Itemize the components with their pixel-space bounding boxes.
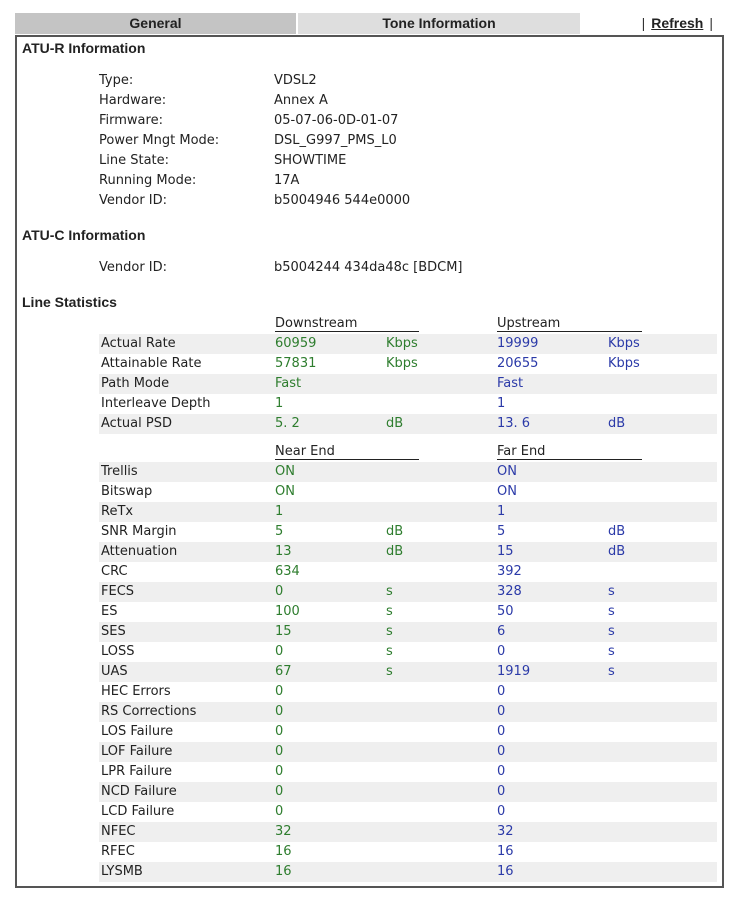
stat-value-right: Fast bbox=[497, 376, 524, 391]
tab-general[interactable]: General bbox=[15, 13, 296, 34]
stat-value-right: 0 bbox=[497, 684, 506, 699]
stat-value-right: 20655 bbox=[497, 356, 539, 371]
stat-label: Actual PSD bbox=[101, 416, 172, 431]
stat-row bbox=[99, 662, 717, 682]
stat-value-right: 13. 6 bbox=[497, 416, 531, 431]
stat-unit-left: dB bbox=[386, 544, 404, 559]
tab-bar bbox=[15, 13, 723, 35]
info-value: 05-07-06-0D-01-07 bbox=[274, 113, 399, 128]
stat-unit-right: s bbox=[608, 584, 615, 599]
stat-label: RFEC bbox=[101, 844, 135, 859]
stat-unit-right: dB bbox=[608, 544, 626, 559]
stat-value-left: 5 bbox=[275, 524, 284, 539]
stat-value-right: 32 bbox=[497, 824, 514, 839]
atur-section-title: ATU-R Information bbox=[22, 40, 146, 56]
stat-row bbox=[99, 522, 717, 542]
stat-label: Attainable Rate bbox=[101, 356, 202, 371]
stat-label: LOSS bbox=[101, 644, 135, 659]
stat-value-left: 634 bbox=[275, 564, 300, 579]
stat-value-left: 1 bbox=[275, 504, 284, 519]
stat-row bbox=[99, 482, 717, 502]
stat-label: Trellis bbox=[101, 464, 138, 479]
stat-row bbox=[99, 622, 717, 642]
atur-info-row bbox=[17, 191, 722, 211]
stat-row bbox=[99, 502, 717, 522]
stat-value-right: 19999 bbox=[497, 336, 539, 351]
stat-unit-left: dB bbox=[386, 416, 404, 431]
info-label: Type: bbox=[99, 73, 134, 88]
info-label: Vendor ID: bbox=[99, 260, 168, 275]
stat-value-right: 0 bbox=[497, 784, 506, 799]
stat-label: Bitswap bbox=[101, 484, 153, 499]
stat-row bbox=[99, 582, 717, 602]
stat-row bbox=[99, 602, 717, 622]
stat-value-left: Fast bbox=[275, 376, 302, 391]
stat-value-right: 6 bbox=[497, 624, 506, 639]
stat-unit-left: Kbps bbox=[386, 356, 418, 371]
stat-value-left: 0 bbox=[275, 704, 284, 719]
stat-unit-left: s bbox=[386, 624, 393, 639]
info-label: Power Mngt Mode: bbox=[99, 133, 220, 148]
stat-label: Attenuation bbox=[101, 544, 178, 559]
stat-value-left: 0 bbox=[275, 584, 284, 599]
info-label: Firmware: bbox=[99, 113, 163, 128]
stat-unit-right: Kbps bbox=[608, 336, 640, 351]
info-value: b5004244 434da48c [BDCM] bbox=[274, 260, 463, 275]
stat-label: SES bbox=[101, 624, 126, 639]
stat-value-left: 32 bbox=[275, 824, 292, 839]
stat-value-right: 0 bbox=[497, 724, 506, 739]
stat-label: HEC Errors bbox=[101, 684, 171, 699]
info-value: DSL_G997_PMS_L0 bbox=[274, 133, 397, 148]
stat-value-right: 1 bbox=[497, 504, 506, 519]
stat-value-right: ON bbox=[497, 464, 517, 479]
stat-row bbox=[99, 642, 717, 662]
stat-value-left: 100 bbox=[275, 604, 300, 619]
stat-value-right: 1919 bbox=[497, 664, 531, 679]
info-value: 17A bbox=[274, 173, 300, 188]
info-label: Vendor ID: bbox=[99, 193, 168, 208]
stream-header bbox=[17, 316, 722, 332]
stat-row bbox=[99, 822, 717, 842]
stat-value-right: 15 bbox=[497, 544, 514, 559]
stat-label: UAS bbox=[101, 664, 128, 679]
atur-info-row bbox=[17, 171, 722, 191]
stat-value-left: 15 bbox=[275, 624, 292, 639]
separator: | bbox=[641, 15, 646, 31]
stat-value-left: 1 bbox=[275, 396, 284, 411]
stat-row bbox=[99, 562, 717, 582]
stat-row bbox=[99, 762, 717, 782]
stat-unit-left: dB bbox=[386, 524, 404, 539]
stat-row bbox=[99, 462, 717, 482]
stat-value-left: 5. 2 bbox=[275, 416, 300, 431]
atur-info-row bbox=[17, 131, 722, 151]
stat-unit-left: s bbox=[386, 644, 393, 659]
info-value: SHOWTIME bbox=[274, 153, 347, 168]
stat-value-left: 16 bbox=[275, 844, 292, 859]
stat-value-right: 50 bbox=[497, 604, 514, 619]
info-value: b5004946 544e0000 bbox=[274, 193, 411, 208]
stat-value-right: 0 bbox=[497, 704, 506, 719]
stat-unit-right: s bbox=[608, 604, 615, 619]
stat-label: FECS bbox=[101, 584, 135, 599]
stat-value-left: 0 bbox=[275, 724, 284, 739]
stat-value-right: 328 bbox=[497, 584, 522, 599]
stat-value-right: 0 bbox=[497, 804, 506, 819]
info-value: Annex A bbox=[274, 93, 328, 108]
stat-row bbox=[99, 334, 717, 354]
stat-row bbox=[99, 842, 717, 862]
stat-value-left: 60959 bbox=[275, 336, 317, 351]
line-statistics-title: Line Statistics bbox=[22, 294, 117, 310]
downstream-header: Downstream bbox=[275, 316, 419, 332]
info-label: Running Mode: bbox=[99, 173, 197, 188]
info-label: Line State: bbox=[99, 153, 170, 168]
stat-row bbox=[99, 722, 717, 742]
stat-value-right: 392 bbox=[497, 564, 522, 579]
atur-info-row bbox=[17, 151, 722, 171]
info-value: VDSL2 bbox=[274, 73, 317, 88]
stat-row bbox=[99, 542, 717, 562]
stat-value-right: 0 bbox=[497, 764, 506, 779]
stat-value-left: 0 bbox=[275, 684, 284, 699]
stat-value-left: 67 bbox=[275, 664, 292, 679]
near-end-header: Near End bbox=[275, 444, 419, 460]
stat-label: ES bbox=[101, 604, 118, 619]
stat-unit-right: s bbox=[608, 624, 615, 639]
stat-label: NCD Failure bbox=[101, 784, 177, 799]
stat-unit-right: s bbox=[608, 664, 615, 679]
stat-value-left: ON bbox=[275, 464, 295, 479]
stat-value-right: 0 bbox=[497, 644, 506, 659]
stat-label: SNR Margin bbox=[101, 524, 177, 539]
stat-value-right: 5 bbox=[497, 524, 506, 539]
stat-value-right: 16 bbox=[497, 844, 514, 859]
stat-label: ReTx bbox=[101, 504, 134, 519]
stat-label: LOS Failure bbox=[101, 724, 174, 739]
stat-value-right: 1 bbox=[497, 396, 506, 411]
stat-value-left: 13 bbox=[275, 544, 292, 559]
stat-value-right: ON bbox=[497, 484, 517, 499]
stat-label: LPR Failure bbox=[101, 764, 173, 779]
stat-unit-left: Kbps bbox=[386, 336, 418, 351]
stat-label: NFEC bbox=[101, 824, 136, 839]
stat-row bbox=[99, 394, 717, 414]
stat-value-left: 0 bbox=[275, 644, 284, 659]
stat-label: Path Mode bbox=[101, 376, 170, 391]
stat-value-left: 57831 bbox=[275, 356, 317, 371]
stat-unit-left: s bbox=[386, 664, 393, 679]
stat-value-left: 0 bbox=[275, 804, 284, 819]
stat-value-left: 0 bbox=[275, 784, 284, 799]
end-header bbox=[17, 444, 722, 460]
tab-tone-information[interactable]: Tone Information bbox=[298, 13, 580, 34]
stat-value-right: 16 bbox=[497, 864, 514, 879]
stat-row bbox=[99, 354, 717, 374]
atur-info-row bbox=[17, 71, 722, 91]
refresh-area bbox=[636, 13, 719, 34]
atuc-section-title: ATU-C Information bbox=[22, 227, 146, 243]
stat-value-left: 16 bbox=[275, 864, 292, 879]
status-panel bbox=[15, 35, 724, 888]
stat-label: RS Corrections bbox=[101, 704, 197, 719]
stat-label: LYSMB bbox=[101, 864, 143, 879]
stat-row bbox=[99, 682, 717, 702]
upstream-header: Upstream bbox=[497, 316, 642, 332]
stat-value-left: 0 bbox=[275, 764, 284, 779]
stat-row bbox=[99, 374, 717, 394]
stat-value-left: 0 bbox=[275, 744, 284, 759]
stat-row bbox=[99, 782, 717, 802]
atuc-info-row bbox=[17, 258, 722, 278]
stat-label: LOF Failure bbox=[101, 744, 173, 759]
stat-label: LCD Failure bbox=[101, 804, 175, 819]
stat-unit-right: s bbox=[608, 644, 615, 659]
refresh-link[interactable]: Refresh bbox=[651, 15, 704, 31]
far-end-header: Far End bbox=[497, 444, 642, 460]
stat-row bbox=[99, 862, 717, 882]
stat-label: CRC bbox=[101, 564, 128, 579]
stat-unit-right: dB bbox=[608, 524, 626, 539]
separator: | bbox=[709, 15, 713, 31]
atur-info-row bbox=[17, 111, 722, 131]
info-label: Hardware: bbox=[99, 93, 167, 108]
stat-row bbox=[99, 414, 717, 434]
stat-unit-right: dB bbox=[608, 416, 626, 431]
stat-label: Actual Rate bbox=[101, 336, 176, 351]
stat-value-left: ON bbox=[275, 484, 295, 499]
stat-row bbox=[99, 702, 717, 722]
stat-row bbox=[99, 742, 717, 762]
stat-unit-left: s bbox=[386, 604, 393, 619]
stat-row bbox=[99, 802, 717, 822]
stat-value-right: 0 bbox=[497, 744, 506, 759]
stat-unit-right: Kbps bbox=[608, 356, 640, 371]
atur-info-row bbox=[17, 91, 722, 111]
stat-unit-left: s bbox=[386, 584, 393, 599]
stat-label: Interleave Depth bbox=[101, 396, 211, 411]
